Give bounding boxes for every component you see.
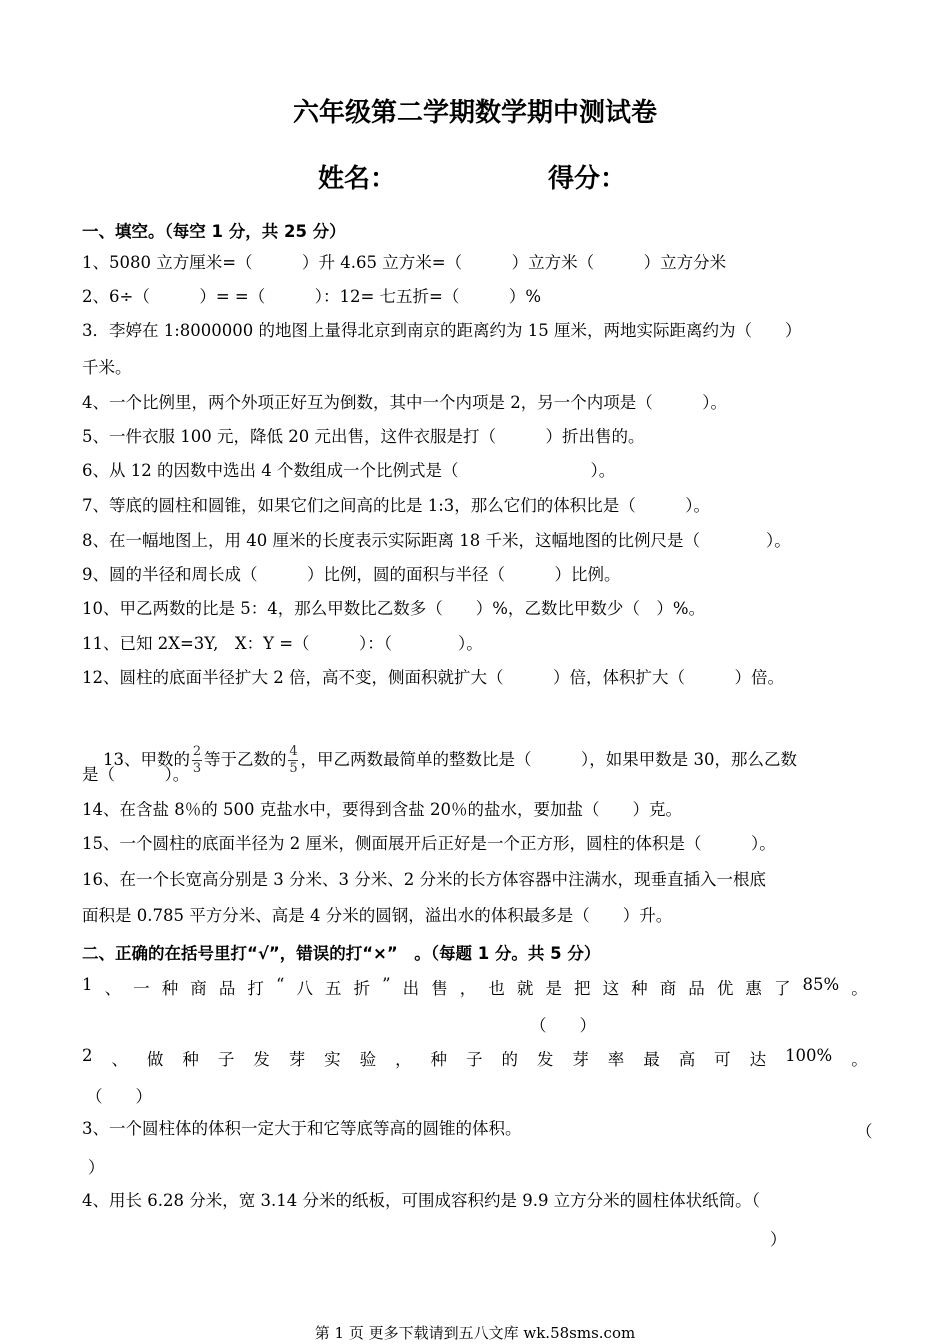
question-1-16-line1: 16、在一个长宽高分别是 3 分米、3 分米、2 分米的长方体容器中注满水，现垂直插入一根底 [82, 870, 766, 889]
q13-part-c: ，甲乙两数最简单的整数比是（ ），如果甲数是 30，那么乙数 [300, 750, 797, 769]
q2-1-char: 出 [402, 979, 420, 998]
question-1-6: 6、从 12 的因数中选出 4 个数组成一个比例式是（ ）。 [82, 461, 616, 480]
question-1-5: 5、一件衣服 100 元，降低 20 元出售，这件衣服是打（ ）折出售的。 [82, 427, 645, 446]
question-2-3: 3、一个圆柱体的体积一定大于和它等底等高的圆锥的体积。 [82, 1119, 522, 1138]
q2-2-answer-paren: （ ） [86, 1087, 152, 1106]
q2-2-char: 可 [714, 1050, 731, 1069]
q2-1-char: ” [382, 975, 391, 994]
score-label: 得分： [548, 164, 627, 194]
question-1-3-line1: 3．李婷在 1:8000000 的地图上量得北京到南京的距离约为 15 厘米，两地实际距离约为（ ） [82, 321, 802, 340]
q2-1-char: 种 [631, 979, 648, 998]
question-1-12: 12、圆柱的底面半径扩大 2 倍，高不变，侧面积就扩大（ ）倍，体积扩大（ ）倍。 [82, 668, 784, 687]
question-1-7: 7、等底的圆柱和圆锥，如果它们之间高的比是 1:3，那么它们的体积比是（ ）。 [82, 496, 711, 515]
question-1-15: 15、一个圆柱的底面半径为 2 厘米，侧面展开后正好是一个正方形，圆柱的体积是（ ）。 [82, 834, 776, 853]
q2-2-char: 最 [643, 1050, 660, 1069]
fraction-denominator: 5 [289, 761, 298, 776]
q2-1-char: 打 [247, 979, 264, 998]
q2-1-char: 1 [82, 975, 93, 994]
q2-2-char: 种 [430, 1050, 448, 1069]
q2-1-char: 惠 [745, 979, 762, 998]
page-footer: 第 1 页 更多下载请到五八文库 wk.58sms.com [314, 1324, 636, 1342]
q2-1-char: 八 [296, 979, 313, 998]
q13-part-a: 13、甲数的 [102, 750, 190, 769]
q2-1-char: 85% [802, 975, 840, 994]
fraction-four-fifths [288, 744, 298, 777]
question-2-1 [82, 975, 868, 999]
q2-2-char: 。 [851, 1050, 868, 1069]
name-label: 姓名： [318, 164, 397, 194]
fraction-two-thirds [192, 744, 202, 777]
fraction-denominator: 3 [192, 761, 202, 776]
question-1-9: 9、圆的半径和周长成（ ）比例，圆的面积与半径（ ）比例。 [82, 565, 621, 584]
q2-1-char: 了 [773, 979, 791, 998]
q2-2-char: 子 [217, 1050, 235, 1069]
q2-2-char: ， [395, 1050, 412, 1069]
question-1-8: 8、在一幅地图上，用 40 厘米的长度表示实际距离 18 千米，这幅地图的比例尺是（ ）。 [82, 531, 791, 550]
q2-1-char: 就 [516, 979, 534, 998]
q2-2-char: 100% [785, 1046, 833, 1065]
q2-2-char: 率 [607, 1050, 625, 1069]
question-2-2 [82, 1046, 868, 1070]
q2-3-open-paren: （ [856, 1122, 873, 1141]
question-1-11: 11、已知 2X=3Y, X：Y =（ ）：（ ）。 [82, 634, 483, 653]
question-1-16-line2: 面积是 0.785 平方分米、高是 4 分米的圆钢，溢出水的体积最多是（ ）升。 [82, 906, 673, 925]
q2-2-char: 、 [111, 1050, 128, 1069]
question-1-10: 10、甲乙两数的比是 5：4，那么甲数比乙数多（ ）%，乙数比甲数少（ ）%。 [82, 599, 706, 618]
q2-1-char: 优 [716, 979, 734, 998]
question-1-13-line2: 是（ ）。 [82, 765, 190, 784]
q2-2-char: 高 [678, 1050, 696, 1069]
q2-4-close-paren: ） [770, 1230, 787, 1249]
q2-2-char: 的 [501, 1050, 518, 1069]
q2-1-char: 折 [353, 979, 371, 998]
q13-part-b: 等于乙数的 [203, 750, 287, 769]
q2-1-char: 是 [545, 979, 562, 998]
q2-1-char: ， [459, 979, 477, 998]
fraction-numerator: 2 [192, 744, 202, 759]
q2-2-char: 发 [536, 1050, 554, 1069]
q2-1-char: 、 [104, 979, 122, 998]
q2-1-char: 商 [659, 979, 677, 998]
q2-2-char: 达 [749, 1050, 767, 1069]
q2-2-char: 芽 [288, 1050, 306, 1069]
question-1-1: 1、5080 立方厘米=（ ）升 4.65 立方米=（ ）立方米（ ）立方分米 [82, 253, 727, 272]
q2-3-close-paren: ） [88, 1158, 105, 1177]
q2-1-char: 这 [602, 979, 620, 998]
q2-1-answer-paren: （ ） [530, 1016, 596, 1035]
q2-2-char: 发 [253, 1050, 270, 1069]
q2-1-char: 把 [574, 979, 591, 998]
question-2-4: 4、用长 6.28 分米，宽 3.14 分米的纸板，可围成容积约是 9.9 立方分米的圆柱体状纸筒。（ [82, 1191, 760, 1210]
question-1-14: 14、在含盐 8％的 500 克盐水中，要得到含盐 20％的盐水，要加盐（ ）克。 [82, 800, 682, 819]
q2-2-char: 芽 [572, 1050, 589, 1069]
q2-1-char: 一 [133, 979, 150, 998]
q2-1-char: “ [275, 975, 285, 994]
section2-heading: 二、正确的在括号里打“√”，错误的打“×” 。（每题 1 分。共 5 分） [82, 944, 601, 963]
q2-2-char: 实 [324, 1050, 341, 1069]
q2-2-char: 2 [82, 1046, 93, 1065]
q2-1-char: 种 [161, 979, 179, 998]
question-1-4: 4、一个比例里，两个外项正好互为倒数，其中一个内项是 2，另一个内项是（ ）。 [82, 393, 727, 412]
question-1-2: 2、6÷（ ）= =（ ）：12= 七五折=（ ）% [82, 287, 542, 306]
q2-1-char: 五 [325, 979, 342, 998]
q2-2-char: 验 [359, 1050, 377, 1069]
section1-heading: 一、填空。（每空 1 分，共 25 分） [82, 222, 346, 241]
page-title: 六年级第二学期数学期中测试卷 [292, 98, 657, 128]
q2-2-char: 种 [182, 1050, 199, 1069]
question-1-13-line1 [82, 706, 797, 814]
q2-2-char: 子 [465, 1050, 483, 1069]
fraction-numerator: 4 [289, 744, 298, 759]
q2-1-char: 商 [190, 979, 207, 998]
q2-1-char: 品 [218, 979, 236, 998]
q2-1-char: 。 [851, 979, 868, 998]
q2-1-char: 品 [688, 979, 705, 998]
q2-2-char: 做 [146, 1050, 164, 1069]
q2-1-char: 也 [488, 979, 505, 998]
question-1-3-line2: 千米。 [82, 358, 132, 377]
q2-1-char: 售 [431, 979, 448, 998]
